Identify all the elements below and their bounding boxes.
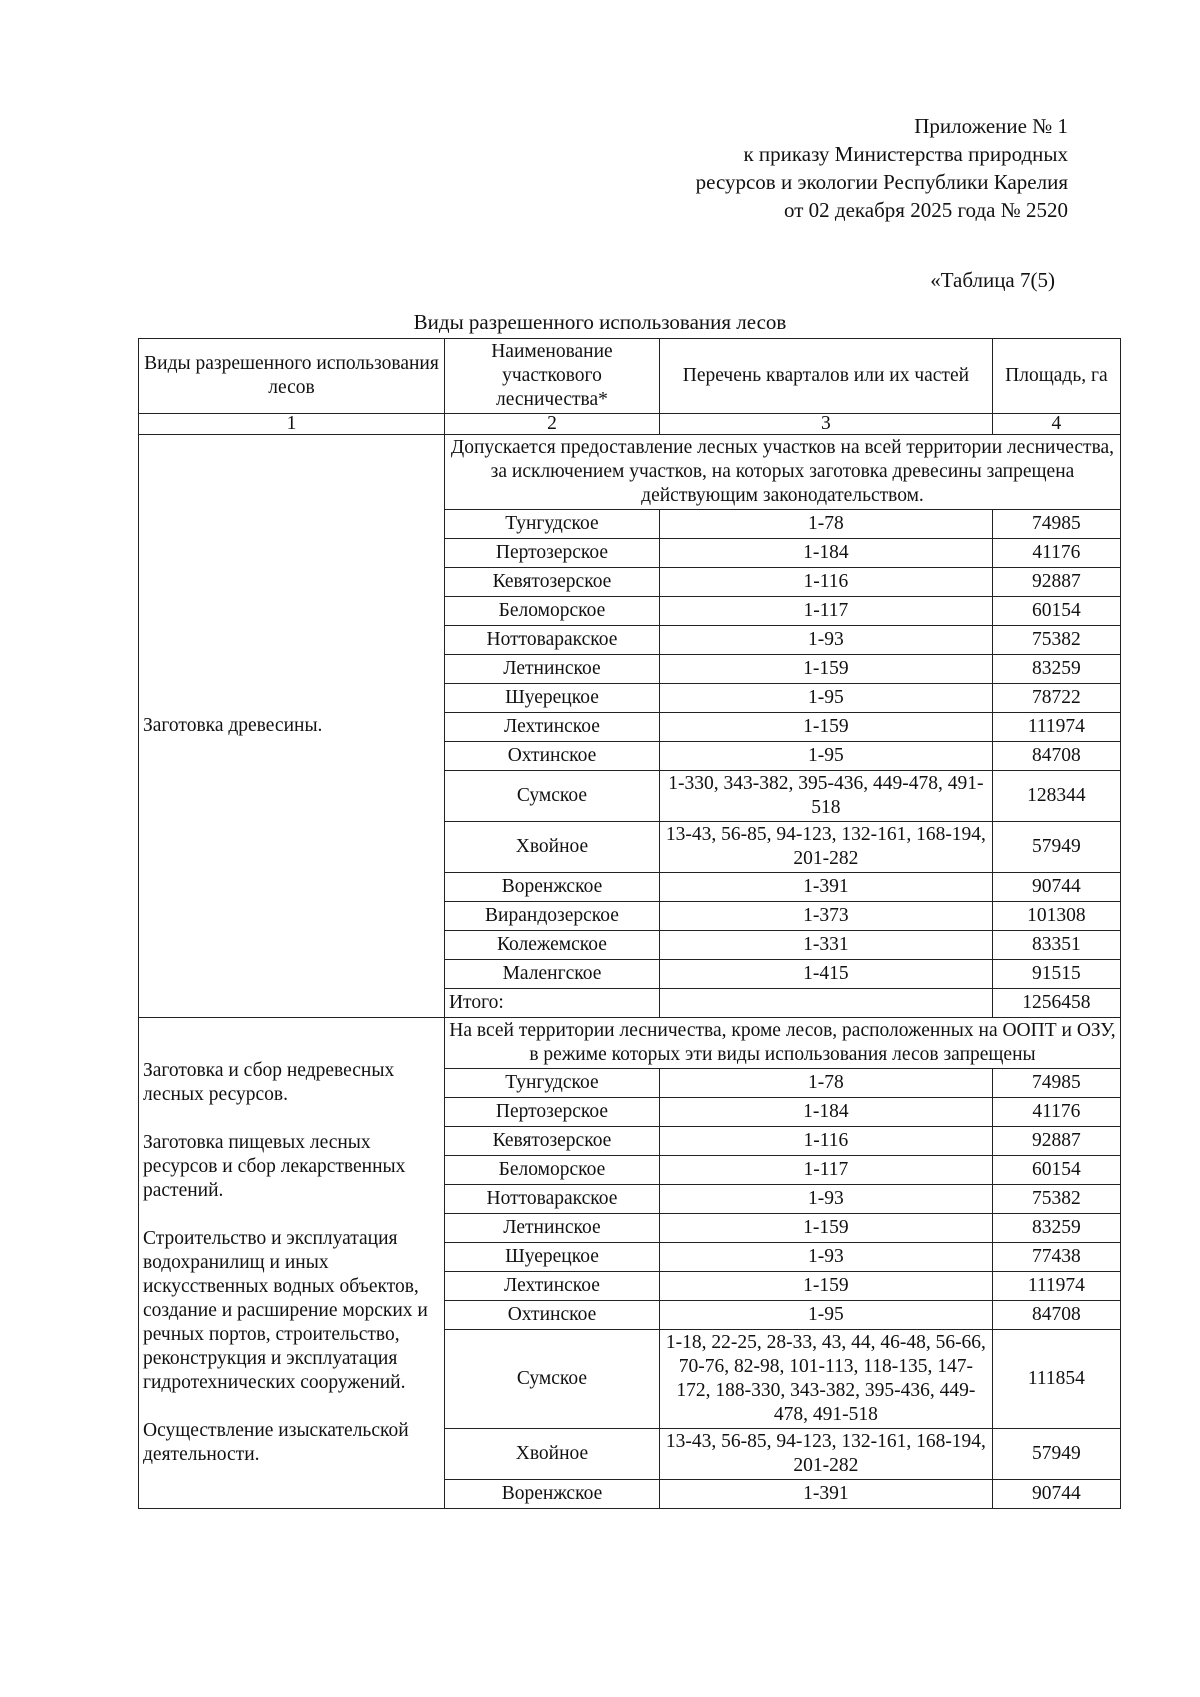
forestry-name: Маленгское — [444, 960, 659, 989]
quarter-list: 1-116 — [659, 568, 992, 597]
forestry-name: Тунгудское — [444, 1069, 659, 1098]
forestry-name: Воренжское — [444, 1480, 659, 1509]
appendix-line: ресурсов и экологии Республики Карелия — [695, 170, 1068, 194]
forestry-name: Лехтинское — [444, 1272, 659, 1301]
forest-use-type: Осуществление изыскательской деятельности. — [143, 1420, 409, 1465]
column-number: 2 — [444, 414, 659, 435]
appendix-line: Приложение № 1 — [914, 114, 1068, 138]
quarter-list: 1-117 — [659, 597, 992, 626]
quarter-list: 1-159 — [659, 1214, 992, 1243]
forestry-name: Пертозерское — [444, 1098, 659, 1127]
total-quarters — [659, 989, 992, 1018]
quarter-list: 1-95 — [659, 742, 992, 771]
table-header-row — [139, 339, 1121, 414]
quarter-list: 1-184 — [659, 1098, 992, 1127]
forestry-name: Колежемское — [444, 931, 659, 960]
column-header: Виды разрешенного использования лесов — [139, 339, 445, 414]
area-value: 83259 — [992, 655, 1120, 684]
forest-use-table — [138, 338, 1121, 1509]
quarter-list: 13-43, 56-85, 94-123, 132-161, 168-194, 201-282 — [659, 822, 992, 873]
total-label: Итого: — [444, 989, 659, 1018]
forestry-name: Беломорское — [444, 597, 659, 626]
forestry-name: Вирандозерское — [444, 902, 659, 931]
area-value: 91515 — [992, 960, 1120, 989]
area-value: 75382 — [992, 626, 1120, 655]
area-value: 128344 — [992, 771, 1120, 822]
area-value: 57949 — [992, 1429, 1120, 1480]
quarter-list: 1-93 — [659, 626, 992, 655]
quarter-list: 1-415 — [659, 960, 992, 989]
table-reference: «Таблица 7(5) — [930, 268, 1055, 292]
forestry-name: Хвойное — [444, 1429, 659, 1480]
area-value: 83351 — [992, 931, 1120, 960]
forest-use-types — [139, 1018, 445, 1509]
area-value: 101308 — [992, 902, 1120, 931]
forestry-name: Летнинское — [444, 1214, 659, 1243]
area-value: 74985 — [992, 510, 1120, 539]
forest-use-types — [139, 435, 445, 1018]
quarter-list: 1-117 — [659, 1156, 992, 1185]
quarter-list: 1-78 — [659, 1069, 992, 1098]
quarter-list: 1-184 — [659, 539, 992, 568]
forestry-name: Шуерецкое — [444, 684, 659, 713]
column-number: 4 — [992, 414, 1120, 435]
area-value: 57949 — [992, 822, 1120, 873]
appendix-line: от 02 декабря 2025 года № 2520 — [784, 198, 1068, 222]
forestry-name: Охтинское — [444, 1301, 659, 1330]
forest-use-type: Заготовка пищевых лесных ресурсов и сбор лекарственных растений. — [143, 1132, 406, 1201]
total-area: 1256458 — [992, 989, 1120, 1018]
area-value: 84708 — [992, 1301, 1120, 1330]
forest-use-type: Строительство и эксплуатация водохранилищ и иных искусственных водных объектов, создание и расширение морских и речных портов, строительство, реконструкция и эксплуатация гидротехнических сооружений. — [143, 1228, 428, 1393]
quarter-list: 13-43, 56-85, 94-123, 132-161, 168-194, 201-282 — [659, 1429, 992, 1480]
area-value: 83259 — [992, 1214, 1120, 1243]
area-value: 41176 — [992, 539, 1120, 568]
forestry-name: Ноттоваракское — [444, 1185, 659, 1214]
forestry-name: Кевятозерское — [444, 1127, 659, 1156]
column-number-row — [139, 414, 1121, 435]
quarter-list: 1-18, 22-25, 28-33, 43, 44, 46-48, 56-66, 70-76, 82-98, 101-113, 118-135, 147-172, 188-330, 343-382, 395-436, 449-478, 491-518 — [659, 1330, 992, 1429]
forestry-name: Тунгудское — [444, 510, 659, 539]
area-value: 41176 — [992, 1098, 1120, 1127]
quarter-list: 1-93 — [659, 1243, 992, 1272]
area-value: 60154 — [992, 597, 1120, 626]
forestry-name: Пертозерское — [444, 539, 659, 568]
forest-use-type: Заготовка и сбор недревесных лесных ресурсов. — [143, 1060, 395, 1105]
column-header: Перечень кварталов или их частей — [659, 339, 992, 414]
forestry-name: Воренжское — [444, 873, 659, 902]
area-value: 74985 — [992, 1069, 1120, 1098]
quarter-list: 1-373 — [659, 902, 992, 931]
quarter-list: 1-159 — [659, 655, 992, 684]
quarter-list: 1-116 — [659, 1127, 992, 1156]
section-note: На всей территории лесничества, кроме лесов, расположенных на ООПТ и ОЗУ, в режиме которых эти виды использования лесов запрещены — [444, 1018, 1120, 1069]
quarter-list: 1-159 — [659, 713, 992, 742]
quarter-list: 1-93 — [659, 1185, 992, 1214]
area-value: 60154 — [992, 1156, 1120, 1185]
quarter-list: 1-78 — [659, 510, 992, 539]
area-value: 77438 — [992, 1243, 1120, 1272]
area-value: 90744 — [992, 873, 1120, 902]
area-value: 111854 — [992, 1330, 1120, 1429]
forestry-name: Сумское — [444, 1330, 659, 1429]
column-number: 1 — [139, 414, 445, 435]
area-value: 84708 — [992, 742, 1120, 771]
forestry-name: Сумское — [444, 771, 659, 822]
section-note-row — [139, 435, 1121, 510]
area-value: 111974 — [992, 713, 1120, 742]
forestry-name: Беломорское — [444, 1156, 659, 1185]
forestry-name: Охтинское — [444, 742, 659, 771]
area-value: 78722 — [992, 684, 1120, 713]
column-number: 3 — [659, 414, 992, 435]
section-note-row — [139, 1018, 1121, 1069]
quarter-list: 1-95 — [659, 1301, 992, 1330]
quarter-list: 1-95 — [659, 684, 992, 713]
appendix-line: к приказу Министерства природных — [743, 142, 1068, 166]
forestry-name: Ноттоваракское — [444, 626, 659, 655]
forestry-name: Шуерецкое — [444, 1243, 659, 1272]
quarter-list: 1-330, 343-382, 395-436, 449-478, 491-518 — [659, 771, 992, 822]
forestry-name: Хвойное — [444, 822, 659, 873]
area-value: 90744 — [992, 1480, 1120, 1509]
quarter-list: 1-159 — [659, 1272, 992, 1301]
area-value: 92887 — [992, 1127, 1120, 1156]
table-title: Виды разрешенного использования лесов — [413, 310, 787, 334]
forestry-name: Кевятозерское — [444, 568, 659, 597]
forestry-name: Летнинское — [444, 655, 659, 684]
column-header: Площадь, га — [992, 339, 1120, 414]
forest-use-type: Заготовка древесины. — [143, 715, 323, 736]
appendix-header — [696, 112, 1068, 224]
quarter-list: 1-331 — [659, 931, 992, 960]
area-value: 111974 — [992, 1272, 1120, 1301]
area-value: 92887 — [992, 568, 1120, 597]
column-header: Наименование участкового лесничества* — [444, 339, 659, 414]
section-note: Допускается предоставление лесных участков на всей территории лесничества, за исключением участков, на которых заготовка древесины запрещена действующим законодательством. — [444, 435, 1120, 510]
area-value: 75382 — [992, 1185, 1120, 1214]
quarter-list: 1-391 — [659, 873, 992, 902]
forestry-name: Лехтинское — [444, 713, 659, 742]
quarter-list: 1-391 — [659, 1480, 992, 1509]
